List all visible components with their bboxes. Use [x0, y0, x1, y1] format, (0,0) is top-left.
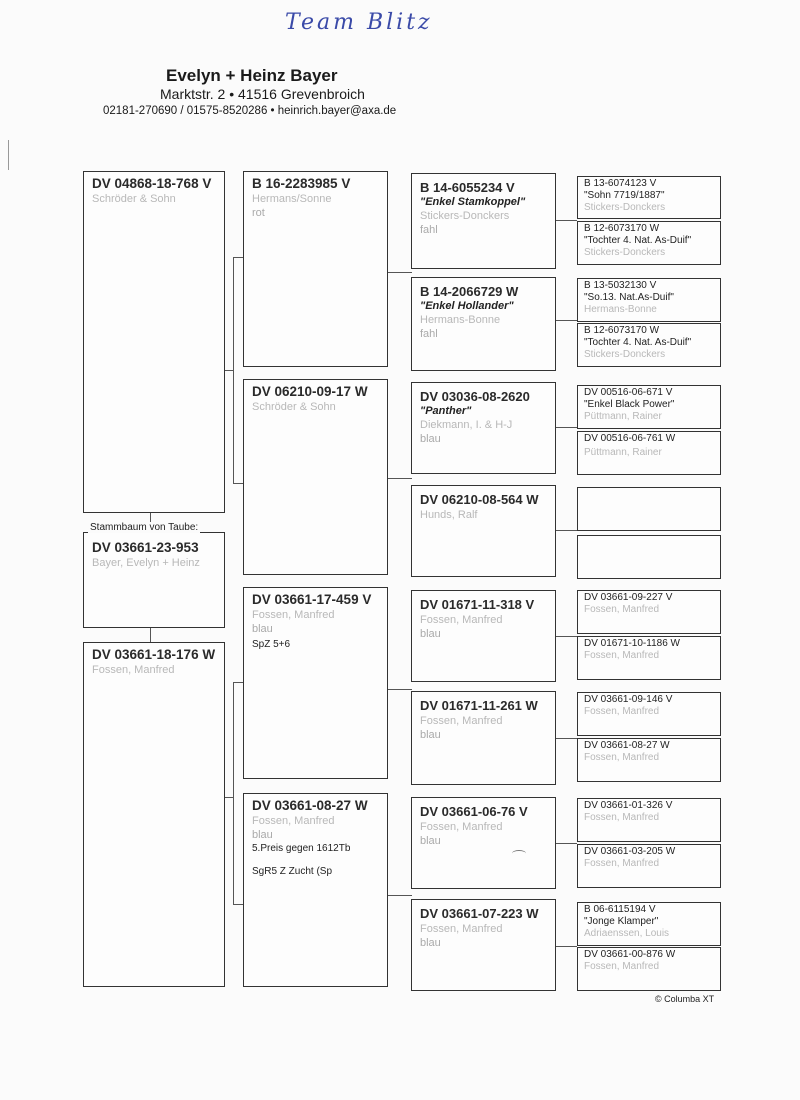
gen4-breeder: Stickers-Donckers: [584, 202, 666, 213]
gen3-breeder: Diekmann, I. & H-J: [420, 419, 513, 431]
gen4-box-6: [577, 431, 721, 475]
gen4-box-9: [577, 590, 721, 634]
gen4-breeder: Püttmann, Rainer: [584, 411, 662, 422]
gen4-ring: DV 03661-03-205 W: [584, 846, 676, 857]
handwritten-note: Team Blitz: [285, 10, 433, 35]
gen3-breeder: Hunds, Ralf: [420, 509, 478, 521]
connector-g1-g2-a-top: [233, 257, 243, 258]
gen3-name: "Enkel Hollander": [420, 300, 514, 312]
gen4-box-13: [577, 798, 721, 842]
gen4-ring: B 12-6073170 W: [584, 325, 660, 336]
gen3-color: blau: [420, 729, 441, 741]
gen2-note: SgR5 Z Zucht (Sp: [252, 866, 333, 877]
gen4-breeder: Püttmann, Rainer: [584, 447, 662, 458]
gen3-ring: DV 01671-11-261 W: [420, 698, 538, 713]
connector-g3-g4-3: [555, 427, 577, 428]
mother-ring: DV 03661-18-176 W: [92, 647, 216, 662]
gen3-ring: B 14-2066729 W: [420, 284, 519, 299]
gen4-box-2: [577, 221, 721, 265]
connector-g3-g4-5: [555, 636, 577, 637]
gen4-box-11: [577, 692, 721, 736]
gen3-box-1: [411, 173, 556, 269]
connector-g2-g3-3: [387, 689, 412, 690]
gen2-breeder: Fossen, Manfred: [252, 609, 335, 621]
gen2-box-1: [243, 171, 388, 367]
gen2-breeder: Fossen, Manfred: [252, 815, 335, 827]
gen3-name: "Enkel Stamkoppel": [420, 196, 526, 208]
connector-g1-g2-a-bot: [233, 483, 243, 484]
subject-box: [83, 532, 225, 628]
gen4-breeder: Fossen, Manfred: [584, 752, 660, 763]
mother-box: [83, 642, 225, 987]
father-ring: DV 04868-18-768 V: [92, 176, 212, 191]
gen4-name: "So.13. Nat.As-Duif": [584, 292, 674, 303]
gen3-name: "Panther": [420, 405, 472, 417]
gen3-ring: DV 03036-08-2620: [420, 389, 530, 404]
gen4-box-5: [577, 385, 721, 429]
connector-g3-g4-7: [555, 843, 577, 844]
gen4-ring: B 12-6073170 W: [584, 223, 660, 234]
gen2-color: blau: [252, 623, 273, 635]
father-box: [83, 171, 225, 513]
gen4-breeder: Fossen, Manfred: [584, 706, 660, 717]
gen4-breeder: Fossen, Manfred: [584, 961, 660, 972]
gen2-ring: DV 06210-09-17 W: [252, 384, 368, 399]
gen2-box-4: [243, 793, 388, 987]
gen2-color: rot: [252, 207, 265, 219]
gen2-ring: DV 03661-17-459 V: [252, 592, 372, 607]
gen4-ring: B 06-6115194 V: [584, 904, 656, 915]
connector-g1-g2-b-v: [233, 682, 234, 904]
connector-g3-g4-6: [555, 738, 577, 739]
gen3-box-3: [411, 382, 556, 474]
gen2-note: SpZ 5+6: [252, 639, 291, 650]
subject-ring: DV 03661-23-953: [92, 540, 199, 555]
owner-address: Marktstr. 2 • 41516 Grevenbroich: [160, 86, 365, 102]
gen3-ring: B 14-6055234 V: [420, 180, 515, 195]
gen4-ring: DV 03661-00-876 W: [584, 949, 676, 960]
gen4-breeder: Fossen, Manfred: [584, 650, 660, 661]
gen4-breeder: Stickers-Donckers: [584, 247, 666, 258]
gen3-breeder: Fossen, Manfred: [420, 715, 503, 727]
gen4-breeder: Adriaenssen, Louis: [584, 928, 670, 939]
mother-breeder: Fossen, Manfred: [92, 664, 175, 676]
connector-g1-g2-a-v: [233, 257, 234, 483]
gen4-box-1: [577, 176, 721, 219]
gen3-color: fahl: [420, 224, 438, 236]
gen2-box-3: [243, 587, 388, 779]
subject-breeder: Bayer, Evelyn + Heinz: [92, 557, 200, 569]
gen4-breeder: Hermans-Bonne: [584, 304, 657, 315]
connector-subject-mother: [150, 627, 151, 643]
gen4-name: "Jonge Klamper": [584, 916, 659, 927]
connector-g1-g2-b-bot: [233, 904, 243, 905]
gen3-ring: DV 03661-06-76 V: [420, 804, 528, 819]
gen4-box-14: [577, 844, 721, 888]
gen4-name: "Enkel Black Power": [584, 399, 675, 410]
connector-g1-g2-b-top: [233, 682, 243, 683]
gen3-box-2: [411, 277, 556, 371]
gen4-box-8: [577, 535, 721, 579]
connector-g2-g3-1: [387, 272, 412, 273]
gen4-name: "Tochter 4. Nat. As-Duif": [584, 337, 692, 348]
gen3-breeder: Stickers-Donckers: [420, 210, 510, 222]
gen2-breeder: Schröder & Sohn: [252, 401, 336, 413]
gen4-breeder: Stickers-Donckers: [584, 349, 666, 360]
gen4-name: "Sohn 7719/1887": [584, 190, 665, 201]
gen3-breeder: Hermans-Bonne: [420, 314, 501, 326]
gen2-note: 5.Preis gegen 1612Tb: [252, 843, 351, 854]
gen3-color: blau: [420, 433, 441, 445]
subject-label: Stammbaum von Taube:: [90, 522, 199, 533]
gen4-name: "Tochter 4. Nat. As-Duif": [584, 235, 692, 246]
connector-g1-g2-b: [224, 797, 233, 798]
connector-g2-g3-4: [387, 895, 412, 896]
owner-name: Evelyn + Heinz Bayer: [166, 66, 338, 85]
scan-edge-mark: [8, 140, 9, 170]
connector-g3-g4-8: [555, 946, 577, 947]
gen4-box-15: [577, 902, 721, 946]
gen2-breeder: Hermans/Sonne: [252, 193, 332, 205]
owner-contact: 02181-270690 / 01575-8520286 • heinrich.bayer@axa.de: [103, 105, 397, 117]
gen4-box-10: [577, 636, 721, 680]
gen4-box-3: [577, 278, 721, 322]
connector-g3-g4-4: [555, 530, 577, 531]
gen4-ring: DV 03661-09-146 V: [584, 694, 673, 705]
gen4-ring: DV 03661-09-227 V: [584, 592, 673, 603]
connector-g2-g3-2: [387, 478, 412, 479]
gen4-ring: DV 01671-10-1186 W: [584, 638, 680, 649]
gen4-ring: B 13-5032130 V: [584, 280, 657, 291]
gen4-ring: DV 03661-01-326 V: [584, 800, 673, 811]
gen4-ring: DV 00516-06-671 V: [584, 387, 673, 398]
pen-mark: [512, 850, 526, 857]
gen4-ring: DV 03661-08-27 W: [584, 740, 670, 751]
gen3-ring: DV 01671-11-318 V: [420, 597, 535, 612]
gen3-box-5: [411, 590, 556, 682]
gen2-color: blau: [252, 829, 273, 841]
gen3-color: blau: [420, 937, 441, 949]
gen3-ring: DV 03661-07-223 W: [420, 906, 539, 921]
copyright: © Columba XT: [655, 994, 715, 1004]
gen4-breeder: Fossen, Manfred: [584, 812, 660, 823]
gen3-breeder: Fossen, Manfred: [420, 614, 503, 626]
connector-g3-g4-2: [555, 320, 577, 321]
gen2-ring: B 16-2283985 V: [252, 176, 351, 191]
gen3-color: fahl: [420, 328, 438, 340]
gen4-ring: B 13-6074123 V: [584, 178, 657, 189]
gen4-box-12: [577, 738, 721, 782]
gen4-box-4: [577, 323, 721, 367]
gen3-breeder: Fossen, Manfred: [420, 821, 503, 833]
gen2-ring: DV 03661-08-27 W: [252, 798, 368, 813]
gen4-box-7: [577, 487, 721, 531]
gen3-ring: DV 06210-08-564 W: [420, 492, 539, 507]
gen2-box-2: [243, 379, 388, 575]
gen3-color: blau: [420, 835, 441, 847]
gen3-box-7: [411, 797, 556, 889]
gen3-color: blau: [420, 628, 441, 640]
gen4-ring: DV 00516-06-761 W: [584, 433, 676, 444]
gen4-breeder: Fossen, Manfred: [584, 858, 660, 869]
gen4-breeder: Fossen, Manfred: [584, 604, 660, 615]
connector-g3-g4-1: [555, 220, 577, 221]
gen3-box-8: [411, 899, 556, 991]
gen3-breeder: Fossen, Manfred: [420, 923, 503, 935]
father-breeder: Schröder & Sohn: [92, 193, 176, 205]
gen3-box-6: [411, 691, 556, 785]
gen3-box-4: [411, 485, 556, 577]
connector-g1-g2-a: [224, 370, 233, 371]
gen4-box-16: [577, 947, 721, 991]
